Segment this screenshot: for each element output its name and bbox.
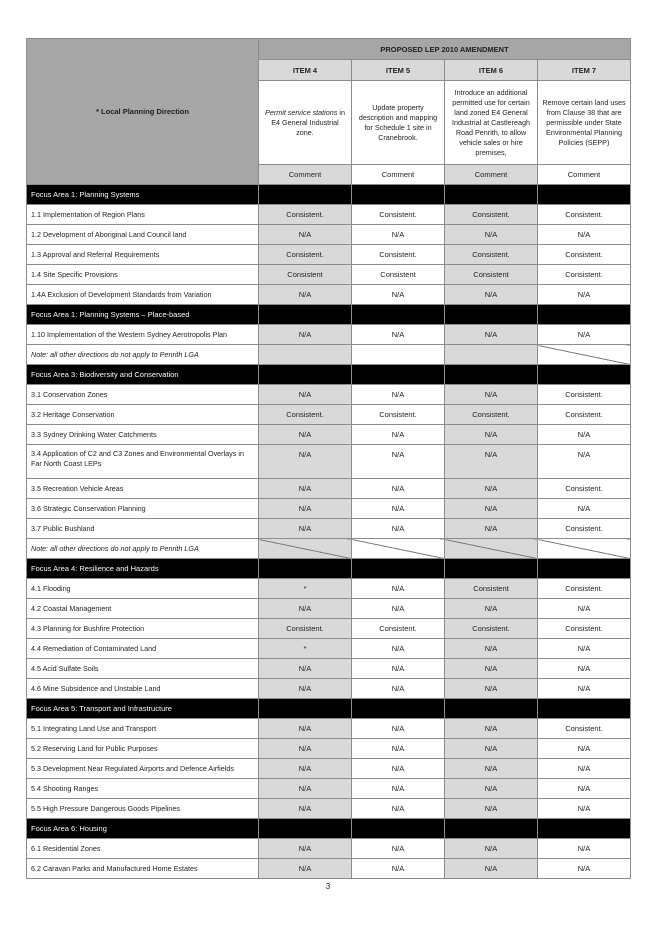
item-7-value: N/A	[538, 499, 631, 519]
focus-area-cell	[538, 365, 631, 385]
direction-label: 3.3 Sydney Drinking Water Catchments	[27, 425, 259, 445]
item-6-value: N/A	[445, 445, 538, 479]
item-6-value: N/A	[445, 739, 538, 759]
table-row	[27, 245, 631, 265]
focus-area-cell	[538, 699, 631, 719]
table-row	[27, 619, 631, 639]
item-6-value: N/A	[445, 385, 538, 405]
item-5-value: N/A	[352, 579, 445, 599]
item-4-value: *	[259, 579, 352, 599]
item-5-value: Consistent.	[352, 245, 445, 265]
item-4-value: N/A	[259, 225, 352, 245]
empty-cell	[445, 345, 538, 365]
table-row	[27, 779, 631, 799]
item-7-value: N/A	[538, 325, 631, 345]
item-7-value: Consistent.	[538, 719, 631, 739]
item-5-value: N/A	[352, 385, 445, 405]
item-7-value: N/A	[538, 839, 631, 859]
item-5-value: N/A	[352, 325, 445, 345]
table-body	[27, 185, 631, 879]
empty-cell	[352, 345, 445, 365]
item-7-comment-header: Comment	[538, 165, 631, 185]
direction-label: 3.5 Recreation Vehicle Areas	[27, 479, 259, 499]
item-7-value: Consistent.	[538, 205, 631, 225]
item-5-value: Consistent.	[352, 619, 445, 639]
item-6-value: N/A	[445, 799, 538, 819]
table-row	[27, 579, 631, 599]
table-row	[27, 859, 631, 879]
item-6-value: N/A	[445, 779, 538, 799]
item-4-value: Consistent.	[259, 405, 352, 425]
page-number: 3	[325, 882, 331, 891]
table-row	[27, 799, 631, 819]
direction-label: 6.2 Caravan Parks and Manufactured Home Estates	[27, 859, 259, 879]
focus-area-cell	[352, 365, 445, 385]
focus-area-cell	[538, 305, 631, 325]
item-4-value: N/A	[259, 479, 352, 499]
item-4-value: N/A	[259, 739, 352, 759]
table-row	[27, 499, 631, 519]
item-7-description: Remove certain land uses from Clause 38 that are permissible under State Environmental Planning Policies (SEPP)	[538, 81, 631, 165]
focus-area-cell	[352, 559, 445, 579]
direction-label: 1.2 Development of Aboriginal Land Council land	[27, 225, 259, 245]
item-4-description-italic: Permit service stations	[265, 107, 338, 117]
item-7-header: ITEM 7	[538, 60, 631, 81]
item-5-value: N/A	[352, 679, 445, 699]
focus-area-row	[27, 819, 631, 839]
local-planning-direction-header: * Local Planning Direction	[27, 39, 259, 185]
item-7-value: N/A	[538, 679, 631, 699]
item-4-value: Consistent	[259, 265, 352, 285]
table-row	[27, 405, 631, 425]
item-4-value: N/A	[259, 799, 352, 819]
item-6-value: N/A	[445, 859, 538, 879]
item-4-value: *	[259, 639, 352, 659]
direction-label: 5.2 Reserving Land for Public Purposes	[27, 739, 259, 759]
table-row	[27, 839, 631, 859]
note-label: Note: all other directions do not apply to Penrith LGA	[27, 539, 259, 559]
item-6-value: Consistent.	[445, 405, 538, 425]
focus-area-cell	[445, 699, 538, 719]
direction-label: 4.3 Planning for Bushfire Protection	[27, 619, 259, 639]
item-4-value: Consistent.	[259, 205, 352, 225]
item-7-value: N/A	[538, 659, 631, 679]
item-7-value: N/A	[538, 759, 631, 779]
item-5-value: N/A	[352, 659, 445, 679]
direction-label: 3.4 Application of C2 and C3 Zones and Environmental Overlays in Far North Coast LEPs	[27, 445, 259, 479]
item-5-value: N/A	[352, 445, 445, 479]
focus-area-label: Focus Area 1: Planning Systems	[27, 185, 259, 205]
table-row	[27, 599, 631, 619]
item-5-value: N/A	[352, 225, 445, 245]
not-applicable-diagonal-cell	[445, 539, 538, 559]
item-5-value: N/A	[352, 479, 445, 499]
item-4-value: N/A	[259, 779, 352, 799]
item-6-value: N/A	[445, 425, 538, 445]
item-7-value: N/A	[538, 739, 631, 759]
item-5-value: Consistent	[352, 265, 445, 285]
direction-label: 4.5 Acid Sulfate Soils	[27, 659, 259, 679]
item-4-value: N/A	[259, 499, 352, 519]
item-4-value: N/A	[259, 719, 352, 739]
item-6-value: N/A	[445, 639, 538, 659]
item-5-value: N/A	[352, 739, 445, 759]
item-4-value: N/A	[259, 425, 352, 445]
direction-label: 3.1 Conservation Zones	[27, 385, 259, 405]
item-7-value: Consistent.	[538, 579, 631, 599]
item-5-description: Update property description and mapping for Schedule 1 site in Cranebrook.	[352, 81, 445, 165]
table-row	[27, 265, 631, 285]
direction-label: 1.4A Exclusion of Development Standards from Variation	[27, 285, 259, 305]
item-6-value: Consistent.	[445, 619, 538, 639]
item-7-value: Consistent.	[538, 479, 631, 499]
item-5-value: N/A	[352, 639, 445, 659]
item-4-value: N/A	[259, 839, 352, 859]
focus-area-label: Focus Area 3: Biodiversity and Conservation	[27, 365, 259, 385]
item-6-value: N/A	[445, 285, 538, 305]
focus-area-cell	[352, 305, 445, 325]
item-6-value: N/A	[445, 325, 538, 345]
focus-area-label: Focus Area 4: Resilience and Hazards	[27, 559, 259, 579]
item-4-description: Permit service stations in E4 General Industrial zone.	[259, 81, 352, 165]
direction-label: 5.4 Shooting Ranges	[27, 779, 259, 799]
table-row	[27, 519, 631, 539]
item-6-value: N/A	[445, 679, 538, 699]
table-row	[27, 639, 631, 659]
item-7-value: Consistent.	[538, 519, 631, 539]
direction-label: 6.1 Residential Zones	[27, 839, 259, 859]
item-6-description: Introduce an additional permitted use for certain land zoned E4 General Industrial at Castlereagh Road Penrith, to allow vehicle sales or hire premises,	[445, 81, 538, 165]
item-6-value: N/A	[445, 759, 538, 779]
direction-label: 4.2 Coastal Management	[27, 599, 259, 619]
item-7-value: N/A	[538, 425, 631, 445]
direction-label: 4.1 Flooding	[27, 579, 259, 599]
item-6-value: Consistent.	[445, 205, 538, 225]
focus-area-cell	[259, 559, 352, 579]
focus-area-cell	[352, 819, 445, 839]
item-6-value: N/A	[445, 519, 538, 539]
item-7-value: N/A	[538, 445, 631, 479]
direction-label: 1.3 Approval and Referral Requirements	[27, 245, 259, 265]
direction-label: 5.3 Development Near Regulated Airports and Defence Airfields	[27, 759, 259, 779]
table-row	[27, 425, 631, 445]
item-6-comment-header: Comment	[445, 165, 538, 185]
item-7-value: Consistent.	[538, 405, 631, 425]
item-7-value: Consistent.	[538, 245, 631, 265]
table-row	[27, 205, 631, 225]
item-6-value: Consistent.	[445, 245, 538, 265]
item-5-comment-header: Comment	[352, 165, 445, 185]
focus-area-cell	[352, 699, 445, 719]
focus-area-row	[27, 699, 631, 719]
item-6-value: N/A	[445, 839, 538, 859]
focus-area-label: Focus Area 1: Planning Systems – Place-based	[27, 305, 259, 325]
item-4-value: N/A	[259, 325, 352, 345]
item-5-value: N/A	[352, 859, 445, 879]
item-5-value: N/A	[352, 519, 445, 539]
not-applicable-diagonal-cell	[538, 539, 631, 559]
focus-area-cell	[259, 305, 352, 325]
item-5-value: N/A	[352, 779, 445, 799]
focus-area-row	[27, 365, 631, 385]
item-5-value: N/A	[352, 839, 445, 859]
focus-area-cell	[259, 365, 352, 385]
not-applicable-diagonal-cell	[352, 539, 445, 559]
focus-area-row	[27, 185, 631, 205]
item-4-value: Consistent.	[259, 245, 352, 265]
item-5-value: N/A	[352, 759, 445, 779]
item-6-value: N/A	[445, 499, 538, 519]
item-6-value: N/A	[445, 225, 538, 245]
direction-label: 3.6 Strategic Conservation Planning	[27, 499, 259, 519]
table-row	[27, 385, 631, 405]
direction-label: 1.4 Site Specific Provisions	[27, 265, 259, 285]
proposed-amendment-title: PROPOSED LEP 2010 AMENDMENT	[259, 39, 631, 60]
item-7-value: N/A	[538, 285, 631, 305]
focus-area-cell	[259, 185, 352, 205]
item-7-value: N/A	[538, 639, 631, 659]
item-4-value: N/A	[259, 285, 352, 305]
table-row	[27, 659, 631, 679]
focus-area-cell	[259, 699, 352, 719]
direction-label: 3.7 Public Bushland	[27, 519, 259, 539]
item-4-value: N/A	[259, 679, 352, 699]
item-7-value: N/A	[538, 599, 631, 619]
item-5-value: N/A	[352, 499, 445, 519]
direction-label: 5.1 Integrating Land Use and Transport	[27, 719, 259, 739]
focus-area-cell	[445, 185, 538, 205]
item-7-value: N/A	[538, 225, 631, 245]
lep-amendment-table	[26, 38, 631, 879]
item-5-value: N/A	[352, 285, 445, 305]
direction-label: 4.4 Remediation of Contaminated Land	[27, 639, 259, 659]
focus-area-cell	[538, 819, 631, 839]
item-6-value: Consistent	[445, 265, 538, 285]
focus-area-cell	[445, 819, 538, 839]
direction-label: 4.6 Mine Subsidence and Unstable Land	[27, 679, 259, 699]
focus-area-label: Focus Area 5: Transport and Infrastructure	[27, 699, 259, 719]
focus-area-cell	[538, 559, 631, 579]
item-5-value: Consistent.	[352, 205, 445, 225]
focus-area-cell	[445, 559, 538, 579]
item-7-value: Consistent.	[538, 385, 631, 405]
item-4-header: ITEM 4	[259, 60, 352, 81]
focus-area-cell	[352, 185, 445, 205]
item-4-value: N/A	[259, 385, 352, 405]
focus-area-label: Focus Area 6: Housing	[27, 819, 259, 839]
item-7-value: N/A	[538, 859, 631, 879]
focus-area-row	[27, 305, 631, 325]
item-5-value: N/A	[352, 719, 445, 739]
item-4-value: N/A	[259, 859, 352, 879]
item-6-value: N/A	[445, 479, 538, 499]
item-7-value: Consistent.	[538, 265, 631, 285]
item-7-value: Consistent.	[538, 619, 631, 639]
table-row	[27, 479, 631, 499]
item-4-value: N/A	[259, 519, 352, 539]
table-row	[27, 285, 631, 305]
direction-label: 3.2 Heritage Conservation	[27, 405, 259, 425]
focus-area-row	[27, 559, 631, 579]
item-6-header: ITEM 6	[445, 60, 538, 81]
item-4-value: N/A	[259, 759, 352, 779]
table-row	[27, 225, 631, 245]
direction-label: 5.5 High Pressure Dangerous Goods Pipelines	[27, 799, 259, 819]
note-row	[27, 539, 631, 559]
empty-cell	[259, 345, 352, 365]
item-4-value: N/A	[259, 659, 352, 679]
focus-area-cell	[445, 365, 538, 385]
table-row	[27, 679, 631, 699]
item-6-value: Consistent	[445, 579, 538, 599]
item-5-value: N/A	[352, 425, 445, 445]
item-4-value: Consistent.	[259, 619, 352, 639]
table-row	[27, 719, 631, 739]
table-row	[27, 739, 631, 759]
not-applicable-diagonal-cell	[538, 345, 631, 365]
item-6-value: N/A	[445, 599, 538, 619]
table-row	[27, 445, 631, 479]
item-4-value: N/A	[259, 599, 352, 619]
item-5-value: Consistent.	[352, 405, 445, 425]
item-4-comment-header: Comment	[259, 165, 352, 185]
note-label: Note: all other directions do not apply to Penrith LGA	[27, 345, 259, 365]
focus-area-cell	[259, 819, 352, 839]
item-5-header: ITEM 5	[352, 60, 445, 81]
note-row	[27, 345, 631, 365]
table-header	[27, 39, 631, 185]
item-5-value: N/A	[352, 799, 445, 819]
table-row	[27, 325, 631, 345]
item-6-value: N/A	[445, 719, 538, 739]
focus-area-cell	[445, 305, 538, 325]
direction-label: 1.10 Implementation of the Western Sydney Aerotropolis Plan	[27, 325, 259, 345]
item-7-value: N/A	[538, 779, 631, 799]
focus-area-cell	[538, 185, 631, 205]
table-row	[27, 759, 631, 779]
not-applicable-diagonal-cell	[259, 539, 352, 559]
item-6-value: N/A	[445, 659, 538, 679]
item-7-value: N/A	[538, 799, 631, 819]
direction-label: 1.1 Implementation of Region Plans	[27, 205, 259, 225]
item-4-value: N/A	[259, 445, 352, 479]
item-5-value: N/A	[352, 599, 445, 619]
